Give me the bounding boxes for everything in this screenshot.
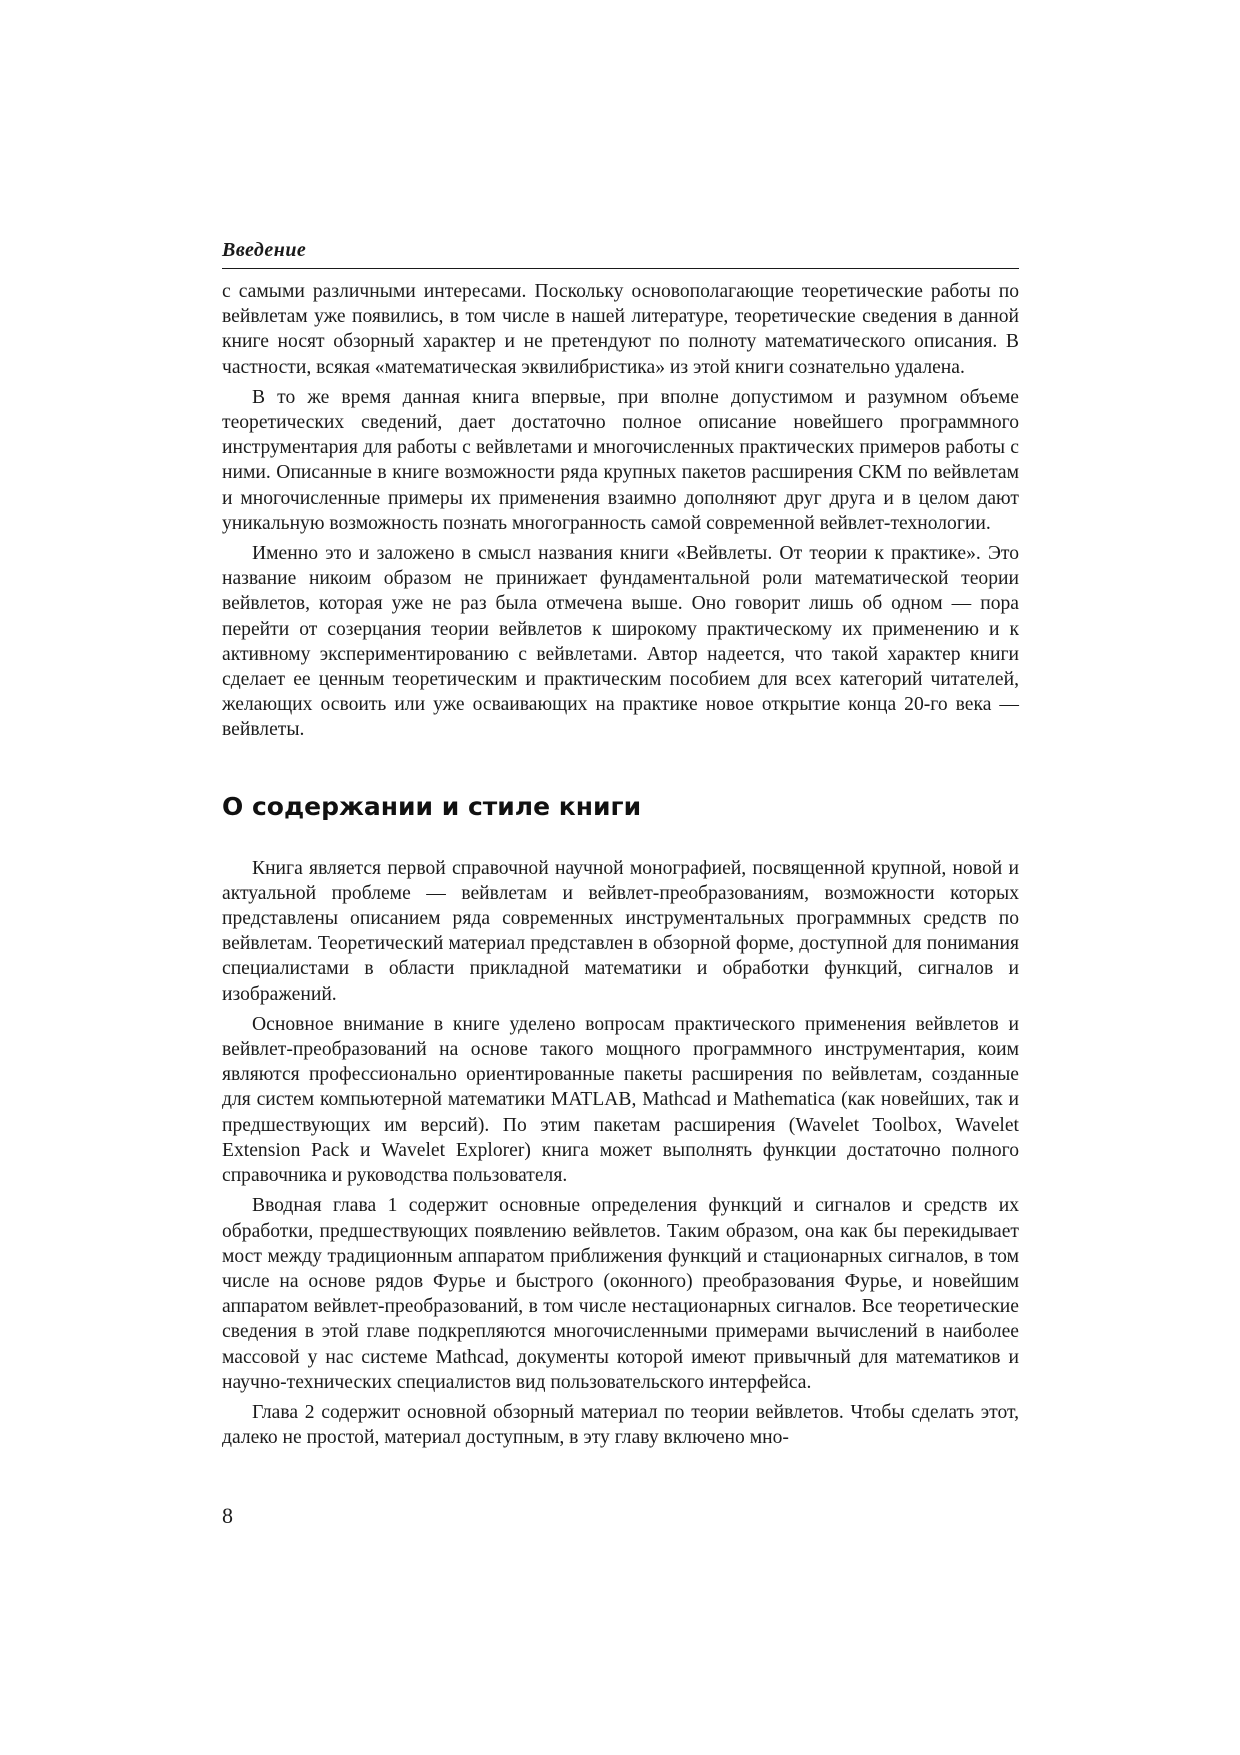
page-body bbox=[222, 236, 1019, 1455]
paragraph: Книга является первой справочной научной монографией, посвященной крупной, новой и актуальной проблеме — вейвлетам и вейвлет-преобразованиям, возможности которых представлены описанием ряда современных инструментальных программных средств по вейвлетам. Теоретический материал представлен в обзорной форме, доступной для понимания специалистами в области прикладной математики и обработки функций, сигналов и изображений. bbox=[222, 857, 1019, 1005]
page-number: 8 bbox=[222, 1503, 233, 1528]
paragraph: Глава 2 содержит основной обзорный материал по теории вейвлетов. Чтобы сделать этот, далеко не простой, материал доступным, в эту главу включено мно- bbox=[222, 1401, 1019, 1449]
running-head: Введение bbox=[222, 239, 307, 261]
paragraph: с самыми различными интересами. Поскольку основополагающие теоретические работы по вейвлетам уже появились, в том числе в нашей литературе, теоретические сведения в данной книге носят обзорный характер и не претендуют по полноту математического описания. В частности, всякая «математическая эквилибристика» из этой книги сознательно удалена. bbox=[222, 281, 1019, 378]
paragraph: Вводная глава 1 содержит основные определения функций и сигналов и средств их обработки, предшествующих появлению вейвлетов. Таким образом, она как бы перекидывает мост между традиционным аппаратом приближения функций и стационарных сигналов, в том числе на основе рядов Фурье и быстрого (оконного) преобразования Фурье, и новейшим аппаратом вейвлет-преобразований, в том числе нестационарных сигналов. Все теоретические сведения в этой главе подкрепляются многочисленными примерами вычислений в наиболее массовой у нас системе Mathcad, документы которой имеют привычный для математиков и научно-технических специалистов вид пользовательского интерфейса. bbox=[222, 1195, 1019, 1393]
paragraph: Основное внимание в книге уделено вопросам практического применения вейвлетов и вейвлет-преобразований на основе такого мощного программного инструментария, коим являются профессионально ориентированные пакеты расширения по вейвлетам, созданные для систем компьютерной математики MATLAB, Mathcad и Mathematica (как новейших, так и предшествующих им версий). По этим пакетам расширения (Wavelet Toolbox, Wavelet Extension Pack и Wavelet Explorer) книга может выполнять функции достаточно полного справочника и руководства пользователя. bbox=[222, 1013, 1019, 1187]
paragraph: В то же время данная книга впервые, при вполне допустимом и разумном объеме теоретических сведений, дает достаточно полное описание новейшего программного инструментария для работы с вейвлетами и многочисленных практических примеров работы с ними. Описанные в книге возможности ряда крупных пакетов расширения СКМ по вейвлетам и многочисленные примеры их применения взаимно дополняют друг друга и в целом дают уникальную возможность познать многогранность самой современной вейвлет-технологии. bbox=[222, 386, 1019, 534]
header-rule bbox=[222, 268, 1019, 269]
section-heading: О содержании и стиле книги bbox=[222, 791, 642, 821]
paragraph: Именно это и заложено в смысл названия книги «Вейвлеты. От теории к практике». Это название никоим образом не принижает фундаментальной роли математической теории вейвлетов, которая уже не раз была отмечена выше. Оно говорит лишь об одном — пора перейти от созерцания теории вейвлетов к широкому практическому их применению и к активному экспериментированию с вейвлетами. Автор надеется, что такой характер книги сделает ее ценным теоретическим и практическим пособием для всех категорий читателей, желающих освоить или уже осваивающих на практике новое открытие конца 20-го века — вейвлеты. bbox=[222, 543, 1019, 741]
